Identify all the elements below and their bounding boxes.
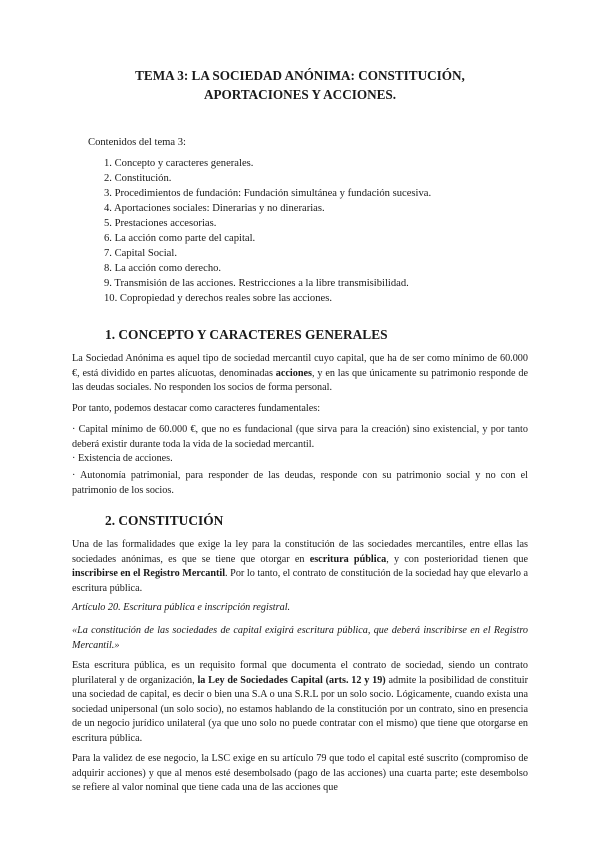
paragraph-definition xyxy=(72,352,528,396)
toc-item: 4. Aportaciones sociales: Dinerarias y no dinerarias. xyxy=(104,203,325,214)
bold-term: escritura pública xyxy=(309,553,387,565)
toc-item: 3. Procedimientos de fundación: Fundación simultánea y fundación sucesiva. xyxy=(104,188,432,199)
text-run: , y con posterioridad tienen que xyxy=(386,553,528,565)
toc-item: 5. Prestaciones accesorias. xyxy=(104,218,217,229)
paragraph-validez: Para la validez de ese negocio, la LSC exige en su artículo 79 que todo el capital esté suscrito (compromiso de adquirir acciones) y que al menos esté desembolsado (pago de las acciones) una cuarta parte; este desembolso se refiere al valor nominal que tiene cada una de las acciones que xyxy=(72,753,528,793)
bullet-autonomia: · Autonomía patrimonial, para responder de las deudas, responde con su patrimonio social y no con el patrimonio de los socios. xyxy=(72,470,528,496)
toc-item: 8. La acción como derecho. xyxy=(104,263,222,274)
text-run: admite la posibilidad de constituir una sociedad de capital, es decir o bien una S.A o una S.R.L por un solo socio. Lógicamente, cuando exista una sociedad unipersonal (un solo socio), no estamos hablando de la constitución por un contrato, sino en presencia de un negocio jurídico unilateral (ya que uno solo no puede contratar con el mismo) que tiene que otorgarse en escritura pública. xyxy=(72,674,529,744)
article-title: Artículo 20. Escritura pública e inscripción registral. xyxy=(72,602,291,613)
bullet-acciones: · Existencia de acciones. xyxy=(72,453,173,464)
text-run: . Por lo tanto, el contrato de constitución de la sociedad hay que elevarlo a escritura pública. xyxy=(72,568,528,594)
toc-item: 1. Concepto y caracteres generales. xyxy=(104,158,254,169)
section-heading-1: 1. CONCEPTO Y CARACTERES GENERALES xyxy=(105,327,388,342)
paragraph-formalidades xyxy=(72,538,528,596)
document-title xyxy=(60,66,540,104)
title-line-1: TEMA 3: LA SOCIEDAD ANÓNIMA: CONSTITUCIÓN, xyxy=(135,68,465,83)
title-line-2: APORTACIONES Y ACCIONES. xyxy=(203,87,397,102)
toc-item: 10. Copropiedad y derechos reales sobre las acciones. xyxy=(104,293,332,304)
text-run: Una de las formalidades que exige la ley para la constitución de las sociedades mercantiles, entre ellas las sociedades anónimas, es que se tiene que otorgar en xyxy=(72,539,528,565)
text-run: , y en las que únicamente su patrimonio responde de las deudas sociales. No responden los socios de forma personal. xyxy=(72,367,528,393)
paragraph-escritura xyxy=(72,659,528,746)
toc-item: 9. Transmisión de las acciones. Restricciones a la libre transmisibilidad. xyxy=(104,278,409,289)
bold-term: acciones xyxy=(275,367,313,379)
toc-heading: Contenidos del tema 3: xyxy=(88,137,186,148)
text-run: Esta escritura pública, es un requisito formal que documenta el contrato de sociedad, siendo un contrato plurilateral y de organización, xyxy=(72,660,528,686)
bullet-capital: · Capital mínimo de 60.000 €, que no es fundacional (que sirva para la creación) sino existencial, y por tanto deberá existir durante toda la vida de la sociedad mercantil. xyxy=(72,424,528,450)
bold-term: la Ley de Sociedades Capital (arts. 12 y 19) xyxy=(197,674,386,686)
article-quote: «La constitución de las sociedades de capital exigirá escritura pública, que deberá inscribirse en el Registro Mercantil.» xyxy=(72,625,528,651)
paragraph-intro: Por tanto, podemos destacar como caracteres fundamentales: xyxy=(72,403,321,414)
toc-item: 7. Capital Social. xyxy=(104,248,177,259)
toc-item: 2. Constitución. xyxy=(104,173,172,184)
text-run: La Sociedad Anónima es aquel tipo de sociedad mercantil cuyo capital, que ha de ser como mínimo de 60.000 €, está dividido en partes alícuotas, denominadas xyxy=(72,353,528,379)
table-of-contents xyxy=(104,156,431,306)
bold-term: inscribirse en el Registro Mercantil xyxy=(72,568,226,579)
toc-item: 6. La acción como parte del capital. xyxy=(104,233,256,244)
section-heading-2: 2. CONSTITUCIÓN xyxy=(105,513,224,528)
